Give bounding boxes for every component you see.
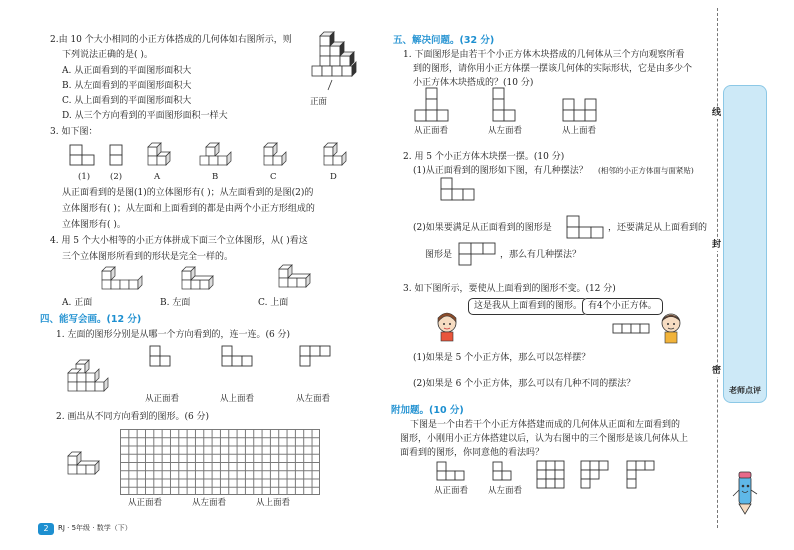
sec4-q2-view-label-1: 从正面看 — [128, 498, 163, 508]
q2-stem-line1: 2.由 10 个大小相同的小正方体搭成的几何体如右图所示，则 — [50, 35, 292, 45]
sec4-q1-view-label-3: 从左面看 — [296, 394, 331, 404]
bonus-label-left: 从左面看 — [488, 486, 523, 496]
pencil-mascot-icon — [730, 470, 760, 518]
sec4-q2-stem: 2. 画出从不同方向看到的图形。(6 分) — [56, 412, 210, 422]
sec5-q3-part1: (1)如果是 5 个小正方体，那么可以怎样摆？ — [413, 353, 591, 363]
sec4-q2-view-label-2: 从左面看 — [192, 498, 227, 508]
sec5-q1-view-top — [562, 99, 602, 123]
sec5-q3-stem: 3. 如下图所示，要使从上面看到的图形不变。(12 分) — [403, 284, 616, 294]
sec5-q1-label-front: 从正面看 — [414, 126, 449, 136]
q3-stem: 3. 如下图： — [50, 127, 98, 137]
q3-view-2 — [110, 145, 124, 165]
q3-solid-b — [198, 143, 232, 169]
q4-solid-c — [275, 265, 321, 295]
bonus-top-view-3 — [626, 460, 658, 492]
q4-solid-b — [180, 267, 224, 293]
sec5-q2-part2a: (2)如果要满足从正面看到的图形是 — [413, 223, 552, 233]
sec5-q1-label-top: 从上面看 — [562, 126, 597, 136]
q3-label-d: D — [330, 172, 337, 182]
q4-option-c: C. 上面 — [258, 298, 289, 308]
sec5-q2-front-shape — [440, 178, 476, 202]
q4-solid-a — [100, 267, 144, 293]
margin-char-2: 封 — [712, 240, 722, 250]
page-number: 2 — [38, 523, 54, 535]
bonus-label-front: 从正面看 — [434, 486, 469, 496]
sec5-q2-part2-front-shape — [566, 216, 606, 240]
sec4-q1-view-label-1: 从正面看 — [145, 394, 180, 404]
bonus-top-view-1 — [536, 460, 568, 492]
q3-label-c: C — [270, 172, 277, 182]
sec4-q1-solid — [66, 360, 116, 396]
bonus-line2: 图形，小刚用小正方体搭建以后，认为右图中的三个图形是该几何体从上 — [400, 434, 689, 444]
q3-line3: 立体图形有( )。 — [62, 220, 126, 230]
sec4-q1-stem: 1. 左面的图形分别是从哪一个方向看到的，连一连。(6 分) — [56, 330, 291, 340]
q4-option-b: B. 左面 — [160, 298, 191, 308]
sec5-q1-line2: 到的图形，请你用小正方体摆一摆该几何体的实际形状，它是由多少个 — [413, 64, 693, 74]
q3-label-1: (1) — [78, 172, 91, 182]
q2-option-b: B. 从左面看到的平面图形面积大 — [62, 81, 192, 91]
q3-label-b: B — [212, 172, 219, 182]
boy-avatar — [658, 312, 684, 344]
sec5-q2-part2b: ，还要满足从上面看到的 — [608, 223, 708, 233]
q2-option-c: C. 从上面看到的平面图形面积大 — [62, 96, 192, 106]
q3-solid-c — [262, 143, 292, 169]
q3-label-a: A — [154, 172, 161, 182]
sec5-q1-line3: 小正方体木块搭成的？(10 分) — [413, 78, 534, 88]
teacher-comment-label: 老师点评 — [729, 386, 761, 395]
speech-bubble-2: 有4个小正方体。 — [582, 298, 663, 315]
q3-solid-d — [322, 143, 352, 169]
q2-option-a: A. 从正面看到的平面图形面积大 — [62, 66, 192, 76]
sec4-q1-view-2 — [222, 346, 258, 370]
sec5-q1-line1: 1. 下面图形是由若干个小正方体木块搭成的几何体从三个方向观察所看 — [403, 50, 685, 60]
sec5-q1-view-front — [414, 88, 450, 124]
bonus-line1: 下图是一个由若干个小正方体搭建而成的几何体从正面和左面看到的 — [410, 420, 681, 430]
sec4-q2-view-label-3: 从上面看 — [256, 498, 291, 508]
sec4-q1-view-3 — [300, 346, 336, 370]
drawing-grid[interactable] — [120, 429, 320, 495]
q3-line1: 从正面看到的是图(1)的立体图形有( )；从左面看到的是图(2)的 — [62, 188, 314, 198]
q3-view-1 — [70, 145, 96, 165]
binding-dashed-line — [717, 8, 718, 528]
sec5-q2-part1: (1)从正面看到的图形如下图，有几种摆法？ — [413, 166, 588, 176]
q3-line2: 立体图形有( )；从左面和上面看到的都是由两个小正方形组成的 — [62, 204, 315, 214]
girl-avatar — [434, 312, 460, 342]
bonus-line3: 面看到的图形，你同意他的看法吗？ — [400, 448, 545, 458]
sec5-q2-part2d: ，那么有几种摆法？ — [500, 250, 582, 260]
margin-char-1: 线 — [712, 108, 722, 118]
speech-bubble-1: 这是我从上面看到的图形。 — [468, 298, 588, 315]
sec5-q2-part2c: 图形是 — [425, 250, 453, 260]
bonus-title: 附加题。(10 分) — [391, 405, 464, 416]
q2-front-label: 正面 — [310, 97, 328, 107]
q4-line1: 4. 用 5 个大小相等的小正方体拼成下面三个立体图形，从( )看这 — [50, 236, 308, 246]
sec5-q3-part2: (2)如果是 6 个小正方体，那么可以有几种不同的摆法？ — [413, 379, 636, 389]
section4-title: 四、能写会画。(12 分) — [40, 314, 142, 325]
sec4-q1-view-1 — [150, 346, 182, 370]
sec5-q1-view-left — [492, 88, 520, 124]
q2-stepped-cubes-figure — [310, 28, 360, 94]
sec5-q3-top-view — [612, 322, 652, 338]
teacher-comment-panel[interactable] — [723, 85, 767, 403]
sec4-q1-view-label-2: 从上面看 — [220, 394, 255, 404]
bonus-front-view — [436, 462, 470, 484]
q3-label-2: (2) — [110, 172, 123, 182]
sec4-q2-solid — [66, 452, 114, 482]
q2-option-d: D. 从三个方向看到的平面图形面积一样大 — [62, 111, 228, 121]
sec5-q1-label-left: 从左面看 — [488, 126, 523, 136]
margin-char-3: 密 — [712, 366, 722, 376]
sec5-q2-note: (相邻的小正方体面与面紧贴) — [598, 166, 694, 175]
footer-text: RJ · 5年级 · 数学（下） — [58, 524, 132, 532]
bonus-top-view-2 — [580, 460, 612, 492]
q2-stem-line2: 下列说法正确的是( )。 — [62, 50, 153, 60]
section5-title: 五、解决问题。(32 分) — [393, 35, 495, 46]
bonus-left-view — [492, 462, 518, 484]
q4-option-a: A. 正面 — [62, 298, 93, 308]
sec5-q2-part2-top-shape — [458, 243, 498, 267]
q4-line2: 三个立体图形所看到的形状是完全一样的。 — [62, 252, 234, 262]
sec5-q2-stem: 2. 用 5 个小正方体木块摆一摆。(10 分) — [403, 152, 565, 162]
q3-solid-a — [146, 143, 176, 169]
